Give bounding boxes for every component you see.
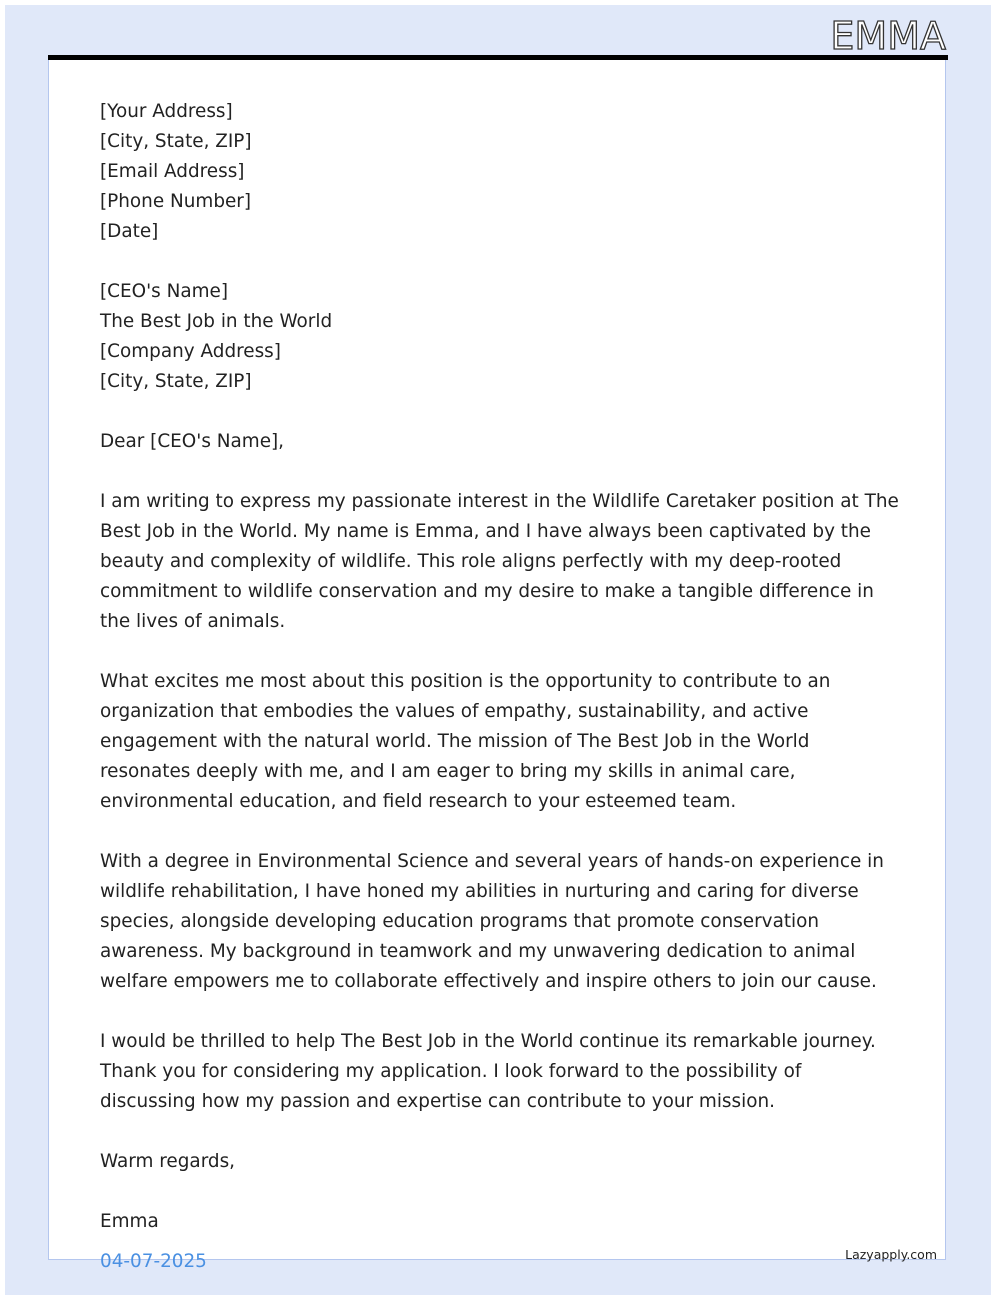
sender-email: [Email Address] [100, 161, 245, 182]
source-label: Lazyapply.com [845, 1247, 937, 1262]
spacer [100, 247, 900, 277]
sender-address: [Your Address] [100, 101, 233, 122]
recipient-company: The Best Job in the World [100, 311, 333, 332]
recipient-city-state-zip: [City, State, ZIP] [100, 371, 252, 392]
salutation: Dear [CEO's Name], [100, 431, 285, 452]
spacer [100, 397, 900, 427]
footer-date: 04-07-2025 [100, 1251, 207, 1272]
recipient-block [100, 277, 900, 397]
body-paragraph: What excites me most about this position is the opportunity to contribute to an organization that embodies the values of empathy, sustainability, and active engagement with the natural world. The mission of The Best Job in the World resonates deeply with me, and I am eager to bring my skills in animal care, environmental education, and field research to your esteemed team. [100, 671, 831, 812]
signature: Emma [100, 1211, 159, 1232]
sender-date: [Date] [100, 221, 159, 242]
closing: Warm regards, [100, 1151, 236, 1172]
body-paragraph: I am writing to express my passionate interest in the Wildlife Caretaker position at The Best Job in the World. My name is Emma, and I have always been captivated by the beauty and complexity of wildlife. This role aligns perfectly with my deep-rooted commitment to wildlife conservation and my desire to make a tangible difference in the lives of animals. [100, 491, 899, 632]
sender-city-state-zip: [City, State, ZIP] [100, 131, 252, 152]
sender-block [100, 97, 900, 247]
body-paragraph: I would be thrilled to help The Best Job in the World continue its remarkable journey. Thank you for considering my application. I look forward to the possibility of discussing how my passion and expertise can contribute to your mission. [100, 1031, 876, 1112]
cover-letter [100, 97, 900, 1237]
header-divider [48, 55, 948, 60]
recipient-name: [CEO's Name] [100, 281, 229, 302]
body-paragraph: With a degree in Environmental Science and several years of hands-on experience in wildlife rehabilitation, I have honed my abilities in nurturing and caring for diverse species, alongside developing education programs that promote conservation awareness. My background in teamwork and my unwavering dedication to animal welfare empowers me to collaborate effectively and inspire others to join our cause. [100, 851, 884, 992]
recipient-address: [Company Address] [100, 341, 281, 362]
sender-phone: [Phone Number] [100, 191, 252, 212]
brand-name: EMMA [830, 14, 946, 58]
